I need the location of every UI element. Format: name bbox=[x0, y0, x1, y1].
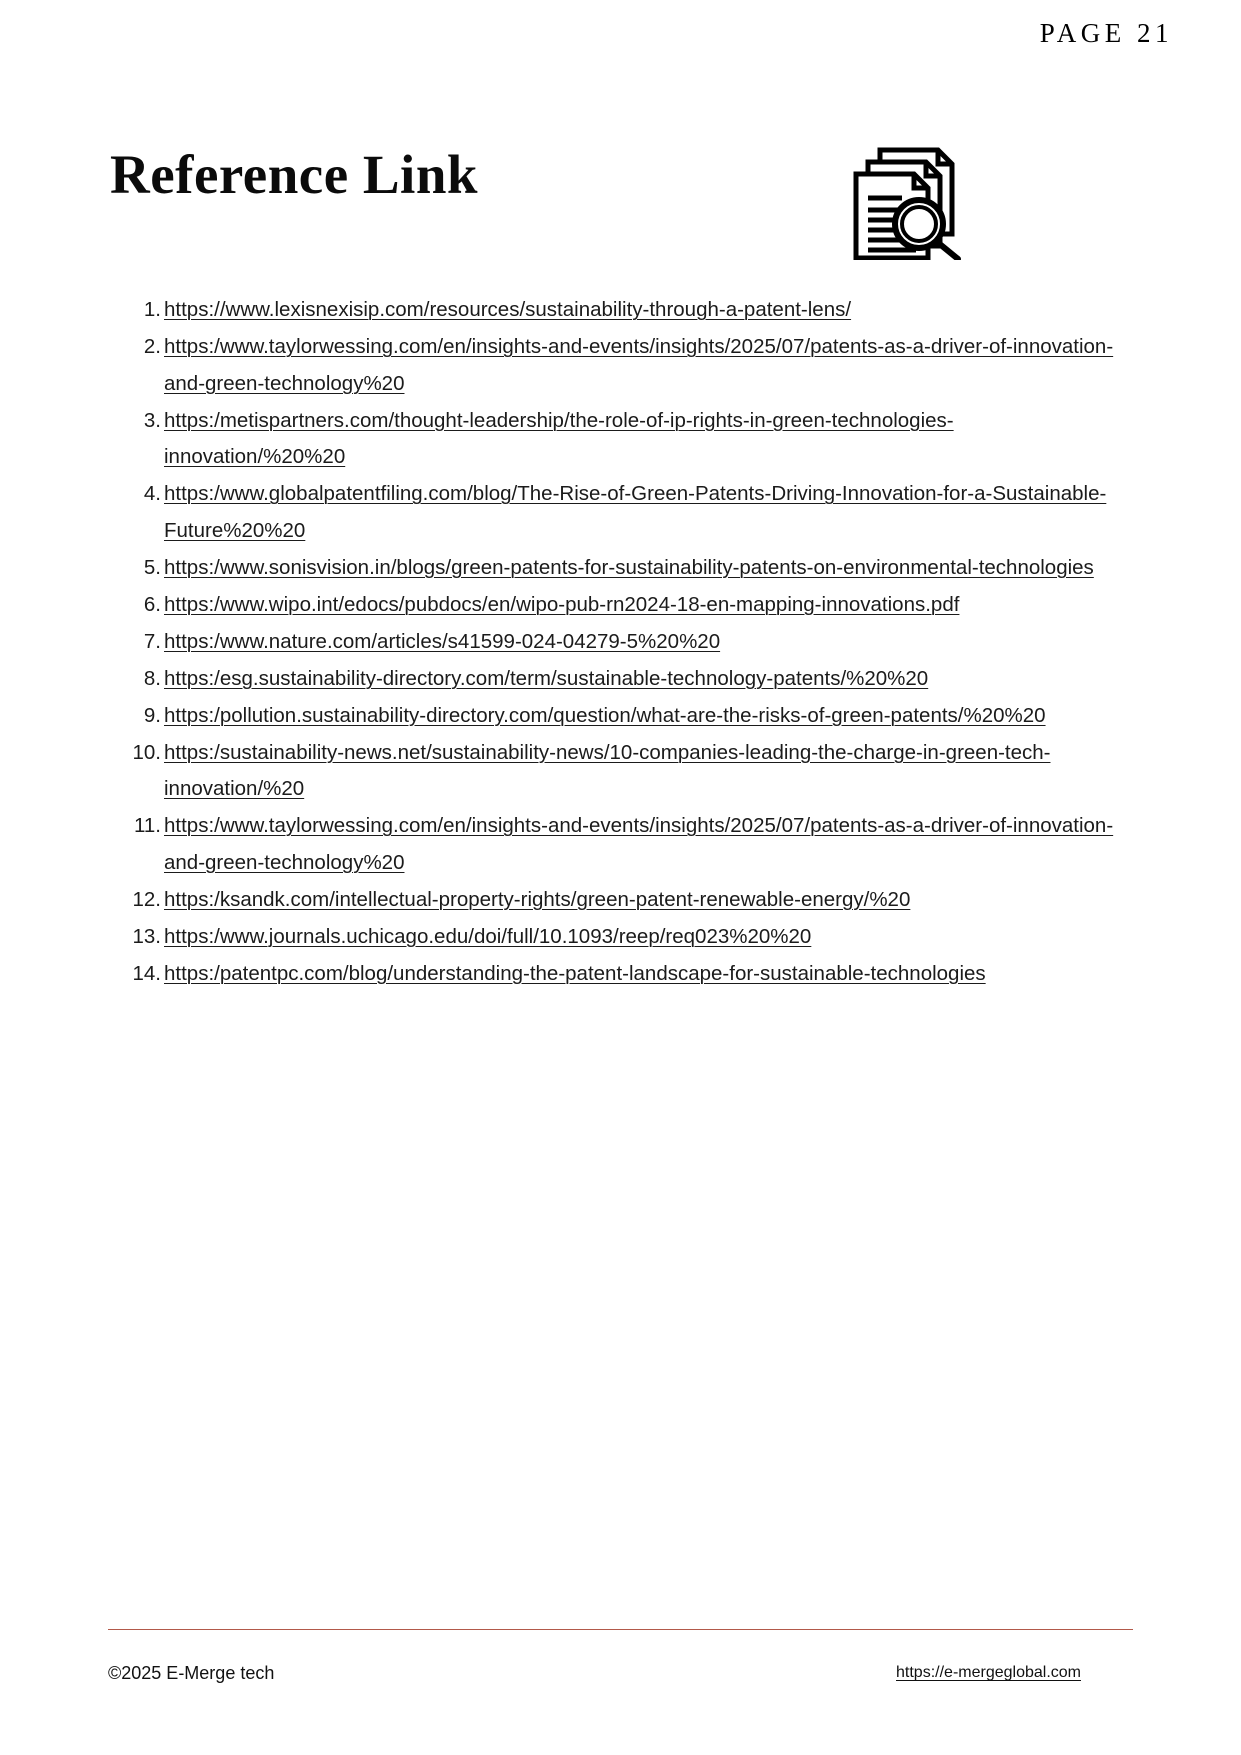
reference-link[interactable]: https:/metispartners.com/thought-leadership/the-role-of-ip-rights-in-green-technologies-innovation/%20%20 bbox=[164, 408, 954, 468]
list-item bbox=[120, 735, 1120, 808]
reference-link[interactable]: https:/www.taylorwessing.com/en/insights-and-events/insights/2025/07/patents-as-a-driver-of-innovation-and-green-technology%20 bbox=[164, 814, 1114, 874]
list-item bbox=[120, 587, 1120, 624]
list-item bbox=[120, 476, 1120, 549]
list-item-number: 4. bbox=[143, 482, 161, 505]
list-item bbox=[120, 661, 1120, 698]
page-title: Reference Link bbox=[110, 144, 478, 205]
list-item-number: 8. bbox=[143, 666, 161, 690]
reference-link[interactable]: https:/ksandk.com/intellectual-property-rights/green-patent-renewable-energy/%20 bbox=[164, 887, 911, 911]
list-item bbox=[120, 956, 1120, 993]
list-item-number: 14. bbox=[132, 961, 161, 985]
list-item-number: 13. bbox=[132, 924, 161, 948]
list-item-number: 7. bbox=[143, 629, 161, 653]
list-item bbox=[120, 919, 1120, 956]
reference-link[interactable]: https:/pollution.sustainability-directory.com/question/what-are-the-risks-of-green-patents/%20%20 bbox=[164, 703, 1046, 727]
reference-link[interactable]: https:/patentpc.com/blog/understanding-the-patent-landscape-for-sustainable-technologies bbox=[164, 961, 986, 985]
list-item-number: 6. bbox=[143, 592, 161, 616]
list-item-number: 11. bbox=[134, 814, 161, 837]
list-item bbox=[120, 624, 1120, 661]
reference-link[interactable]: https:/www.wipo.int/edocs/pubdocs/en/wipo-pub-rn2024-18-en-mapping-innovations.pdf bbox=[164, 592, 960, 616]
list-item-number: 12. bbox=[132, 887, 161, 911]
reference-link[interactable]: https:/www.journals.uchicago.edu/doi/full/10.1093/reep/req023%20%20 bbox=[164, 924, 812, 948]
list-item-number: 3. bbox=[143, 408, 161, 432]
list-item bbox=[120, 698, 1120, 735]
footer-website-link[interactable]: https://e-mergeglobal.com bbox=[896, 1664, 1081, 1681]
reference-link[interactable]: https:/sustainability-news.net/sustainability-news/10-companies-leading-the-charge-in-green-tech-innovation/%20 bbox=[164, 740, 1051, 800]
documents-search-icon bbox=[846, 140, 966, 260]
reference-link[interactable]: https:/esg.sustainability-directory.com/term/sustainable-technology-patents/%20%20 bbox=[164, 666, 929, 690]
list-item bbox=[120, 403, 1120, 476]
list-item-number: 2. bbox=[143, 335, 161, 358]
reference-link[interactable]: https:/www.sonisvision.in/blogs/green-patents-for-sustainability-patents-on-environmental-technologies bbox=[164, 555, 1094, 579]
reference-link[interactable]: https:/www.globalpatentfiling.com/blog/The-Rise-of-Green-Patents-Driving-Innovation-for-a-Sustainable-Future%20%20 bbox=[164, 482, 1107, 542]
page-footer bbox=[108, 1658, 1133, 1688]
list-item bbox=[120, 292, 1120, 329]
footer-divider bbox=[108, 1629, 1133, 1630]
reference-link-list bbox=[120, 292, 1120, 993]
reference-link[interactable]: https:/www.taylorwessing.com/en/insights-and-events/insights/2025/07/patents-as-a-driver-of-innovation-and-green-technology%20 bbox=[164, 335, 1114, 395]
list-item-number: 10. bbox=[132, 740, 161, 764]
list-item-number: 1. bbox=[143, 298, 161, 321]
list-item bbox=[120, 550, 1120, 587]
list-item bbox=[120, 882, 1120, 919]
list-item-number: 9. bbox=[143, 703, 161, 727]
list-item-number: 5. bbox=[143, 555, 161, 579]
page-number-header: PAGE 21 bbox=[1039, 18, 1173, 48]
title-row bbox=[110, 140, 1141, 260]
reference-link[interactable]: https:/www.nature.com/articles/s41599-024-04279-5%20%20 bbox=[164, 629, 721, 653]
list-item bbox=[120, 808, 1120, 881]
reference-link[interactable]: https://www.lexisnexisip.com/resources/sustainability-through-a-patent-lens/ bbox=[164, 298, 852, 321]
list-item bbox=[120, 329, 1120, 402]
footer-copyright: ©2025 E-Merge tech bbox=[108, 1662, 275, 1683]
